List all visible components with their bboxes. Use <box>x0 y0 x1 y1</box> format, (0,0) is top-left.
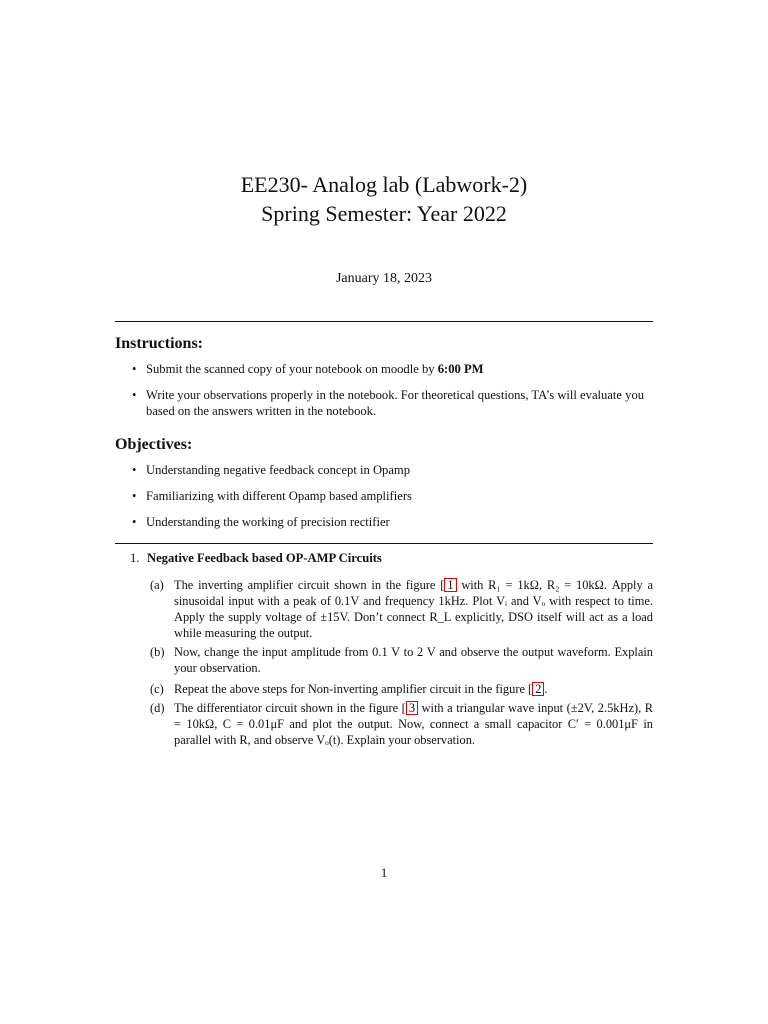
question-label: (b) <box>150 645 165 659</box>
instruction-text: Write your observations properly in the notebook. For theoretical questions, TA’s will evaluate you based on the answers written in the notebook. <box>146 388 645 418</box>
question-label: (a) <box>150 578 164 592</box>
figure-ref-link[interactable]: 3 <box>406 701 418 715</box>
title-line-2: Spring Semester: Year 2022 <box>261 201 507 226</box>
question-text: Repeat the above steps for Non-inverting amplifier circuit in the figure [ <box>174 682 533 696</box>
question-c <box>150 681 653 697</box>
top-divider <box>115 321 653 322</box>
objective-item <box>132 514 653 530</box>
question-b <box>150 644 653 676</box>
objective-text: Understanding negative feedback concept in Opamp <box>146 463 411 477</box>
question-d <box>150 700 653 748</box>
objectives-heading: Objectives: <box>115 436 193 453</box>
question-text: with a triangular wave input (±2V, 2.5kHz), R = 10kΩ, C = 0.01μF and plot the output. Now, connect a small capacitor C′ = 0.001μF in parallel with R, and observe Vₒ(t). Explain your observation. <box>174 701 653 747</box>
section-divider <box>115 543 653 544</box>
question-text: Now, change the input amplitude from 0.1 V to 2 V and observe the output waveform. Explain your observation. <box>174 645 653 675</box>
question-text: . <box>544 682 548 696</box>
question-label: (c) <box>150 682 164 696</box>
objective-item <box>132 462 653 478</box>
instruction-text: Submit the scanned copy of your notebook on moodle by <box>146 362 438 376</box>
instructions-heading: Instructions: <box>115 335 204 352</box>
figure-ref-link[interactable]: 2 <box>532 682 544 696</box>
objective-item <box>132 488 653 504</box>
question-text: The differentiator circuit shown in the figure [ <box>174 701 406 715</box>
section-number: 1. <box>130 551 140 565</box>
bullet-icon: • <box>132 515 137 529</box>
section-title: Negative Feedback based OP-AMP Circuits <box>147 551 382 565</box>
objective-text: Understanding the working of precision rectifier <box>146 515 390 529</box>
figure-ref-link[interactable]: 1 <box>444 578 456 592</box>
page-number: 1 <box>380 866 388 880</box>
bullet-icon: • <box>132 489 137 503</box>
question-label: (d) <box>150 701 165 715</box>
document-title <box>0 170 768 228</box>
instruction-item <box>132 387 653 419</box>
objective-text: Familiarizing with different Opamp based amplifiers <box>146 489 412 503</box>
deadline-time: 6:00 PM <box>437 362 484 376</box>
question-text: The inverting amplifier circuit shown in the figure [ <box>174 578 445 592</box>
document-date: January 18, 2023 <box>335 271 433 286</box>
question-a <box>150 577 653 641</box>
instructions-list <box>132 361 653 429</box>
bullet-icon: • <box>132 362 137 376</box>
bullet-icon: • <box>132 463 137 477</box>
bullet-icon: • <box>132 388 137 402</box>
question-text: with R₁ = 1kΩ, R₂ = 10kΩ. Apply a sinusoidal input with a peak of 0.1V and frequency 1kHz. Plot Vᵢ and Vₒ with respect to time. Apply the supply voltage of ±15V. Don’t connect R_L explicitly, DSO itself will act as a load while measuring the output. <box>174 578 653 640</box>
objectives-list <box>132 462 653 540</box>
instruction-item <box>132 361 653 377</box>
title-line-1: EE230- Analog lab (Labwork-2) <box>240 172 528 197</box>
